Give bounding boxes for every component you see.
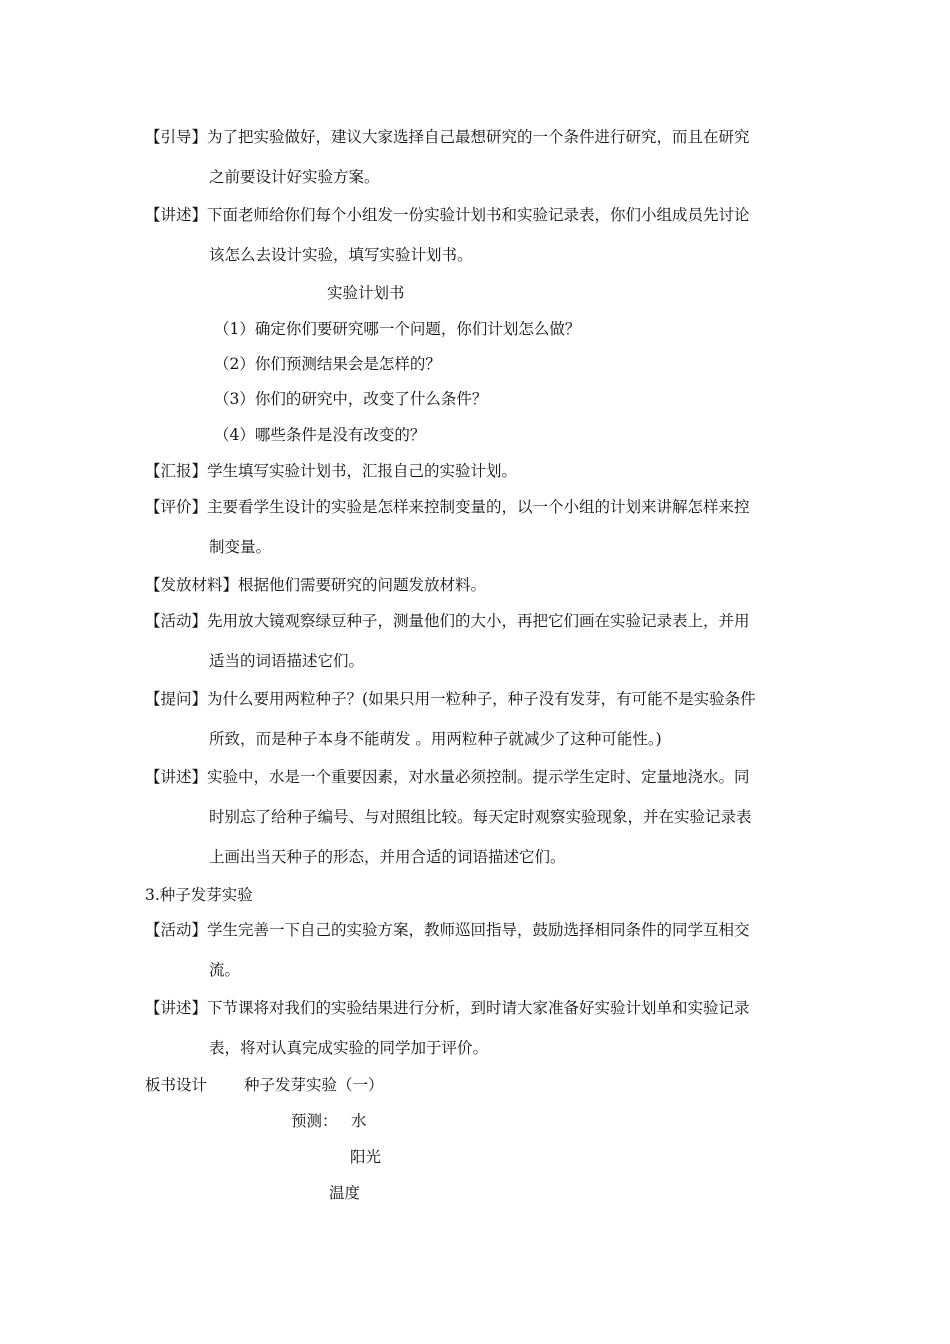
board-predict-label: 预测： bbox=[291, 1112, 338, 1130]
paragraph-guide-line2: 之前要设计好实验方案。 bbox=[209, 168, 380, 186]
paragraph-question-line1 bbox=[145, 689, 756, 709]
tag-label: 【引导】 bbox=[145, 128, 208, 146]
paragraph-activity1-line1 bbox=[145, 611, 750, 631]
plan-item-3: （3）你们的研究中，改变了什么条件？ bbox=[214, 390, 488, 408]
paragraph-narrate2-line3: 上画出当天种子的形态，并用合适的词语描述它们。 bbox=[209, 848, 566, 866]
paragraph-activity2-line1 bbox=[145, 920, 750, 940]
paragraph-question-line2: 所致，而是种子本身不能萌发 。用两粒种子就减少了这种可能性。) bbox=[209, 730, 662, 748]
tag-label: 【发放材料】 bbox=[145, 576, 239, 594]
paragraph-guide-line1 bbox=[145, 127, 750, 147]
tag-label: 【讲述】 bbox=[145, 999, 208, 1017]
paragraph-narrate3-line2: 表，将对认真完成实验的同学加于评价。 bbox=[209, 1039, 489, 1057]
plan-item-1: （1）确定你们要研究哪一个问题，你们计划怎么做？ bbox=[214, 320, 581, 338]
paragraph-text: 实验中，水是一个重要因素，对水量必须控制。提示学生定时、定量地浇水。同 bbox=[207, 768, 750, 786]
tag-label: 【讲述】 bbox=[145, 206, 208, 224]
plan-item-4: （4）哪些条件是没有改变的？ bbox=[214, 426, 426, 444]
paragraph-material bbox=[145, 575, 486, 595]
tag-label: 【讲述】 bbox=[145, 768, 208, 786]
paragraph-activity2-line2: 流。 bbox=[209, 961, 241, 979]
paragraph-narrate2-line2: 时别忘了给种子编号、与对照组比较。每天定时观察实验现象，并在实验记录表 bbox=[209, 808, 752, 826]
paragraph-text: 学生完善一下自己的实验方案，教师巡回指导，鼓励选择相同条件的同学互相交 bbox=[207, 921, 750, 939]
paragraph-report bbox=[145, 461, 517, 481]
paragraph-text: 学生填写实验计划书，汇报自己的实验计划。 bbox=[207, 462, 518, 480]
plan-item-2: （2）你们预测结果会是怎样的？ bbox=[214, 355, 441, 373]
section-heading: 3.种子发芽实验 bbox=[145, 886, 253, 904]
paragraph-eval-line1 bbox=[145, 497, 750, 517]
paragraph-text: 主要看学生设计的实验是怎样来控制变量的，以一个小组的计划来讲解怎样来控 bbox=[207, 498, 750, 516]
paragraph-narrate1-line2: 该怎么去设计实验，填写实验计划书。 bbox=[209, 246, 473, 264]
tag-label: 【汇报】 bbox=[145, 462, 208, 480]
paragraph-text: 为了把实验做好，建议大家选择自己最想研究的一个条件进行研究，而且在研究 bbox=[207, 128, 750, 146]
board-item-sunlight: 阳光 bbox=[350, 1148, 382, 1166]
paragraph-text: 为什么要用两粒种子？(如果只用一粒种子，种子没有发芽，有可能不是实验条件 bbox=[207, 690, 756, 708]
plan-title: 实验计划书 bbox=[327, 284, 405, 302]
paragraph-text: 根据他们需要研究的问题发放材料。 bbox=[238, 576, 487, 594]
tag-label: 【提问】 bbox=[145, 690, 208, 708]
tag-label: 【评价】 bbox=[145, 498, 208, 516]
paragraph-narrate2-line1 bbox=[145, 767, 750, 787]
paragraph-activity1-line2: 适当的词语描述它们。 bbox=[209, 652, 365, 670]
paragraph-text: 下面老师给你们每个小组发一份实验计划书和实验记录表，你们小组成员先讨论 bbox=[207, 206, 750, 224]
paragraph-narrate3-line1 bbox=[145, 998, 750, 1018]
tag-label: 【活动】 bbox=[145, 921, 208, 939]
paragraph-text: 先用放大镜观察绿豆种子，测量他们的大小，再把它们画在实验记录表上，并用 bbox=[207, 612, 750, 630]
board-title: 种子发芽实验（一） bbox=[244, 1076, 384, 1094]
paragraph-text: 下节课将对我们的实验结果进行分析，到时请大家准备好实验计划单和实验记录 bbox=[207, 999, 750, 1017]
board-label: 板书设计 bbox=[145, 1076, 208, 1094]
paragraph-eval-line2: 制变量。 bbox=[209, 538, 272, 556]
board-item-water: 水 bbox=[351, 1112, 367, 1130]
paragraph-narrate1-line1 bbox=[145, 205, 750, 225]
tag-label: 【活动】 bbox=[145, 612, 208, 630]
board-item-temperature: 温度 bbox=[329, 1184, 361, 1202]
